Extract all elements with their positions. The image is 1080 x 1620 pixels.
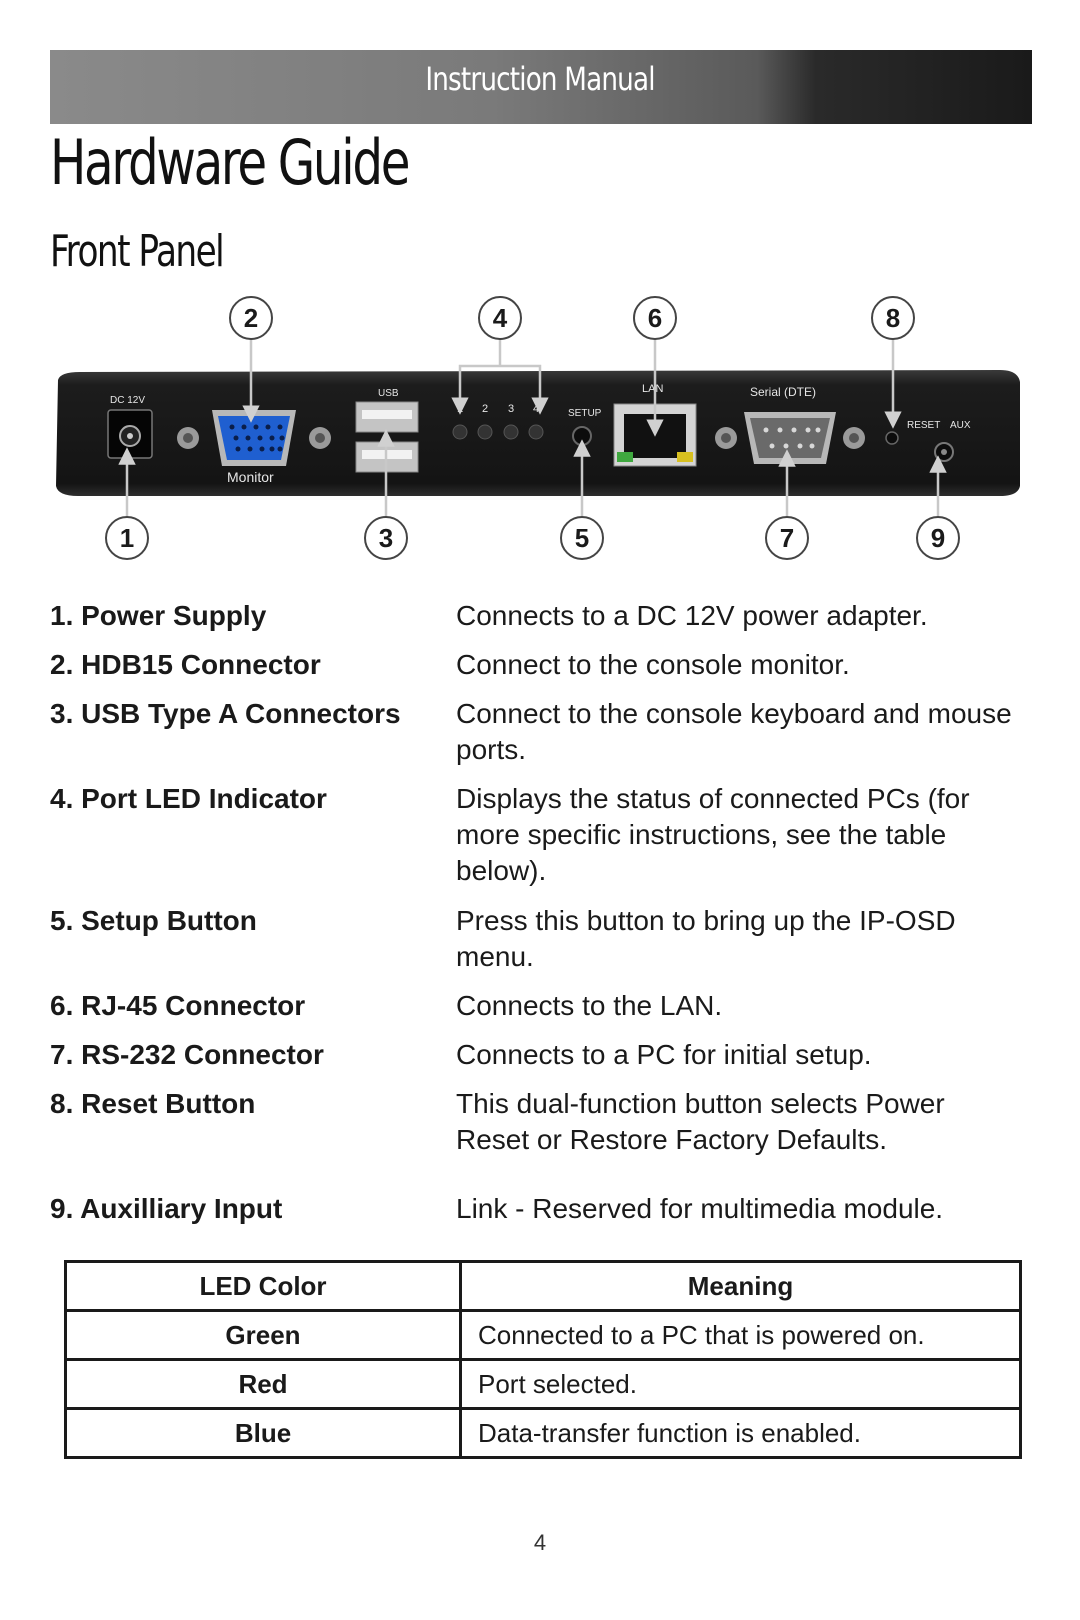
page-title: Hardware Guide — [50, 126, 409, 199]
item-label: 3. USB Type A Connectors — [50, 698, 401, 729]
svg-text:4: 4 — [492, 303, 508, 333]
item-text: Connect to the console keyboard and mouse ports. — [456, 698, 1012, 765]
item-text: This dual-function button selects Power Reset or Restore Factory Defaults. — [456, 1088, 945, 1155]
item-label: 2. HDB15 Connector — [50, 649, 321, 680]
svg-text:2: 2 — [243, 303, 259, 333]
led-color-cell: Blue — [66, 1409, 461, 1458]
section-title: Front Panel — [50, 226, 224, 277]
callout-6 — [634, 297, 676, 339]
item-text: Connects to the LAN. — [456, 990, 723, 1021]
item-label: 5. Setup Button — [50, 905, 257, 936]
led-meaning-cell: Connected to a PC that is powered on. — [461, 1311, 1021, 1360]
led-number-2: 2 — [482, 403, 489, 415]
item-label: 6. RJ-45 Connector — [50, 990, 306, 1021]
table-header-row — [66, 1262, 1021, 1311]
callout-2 — [230, 297, 272, 339]
led-number-1: 1 — [457, 403, 464, 415]
svg-text:8: 8 — [885, 303, 901, 333]
item-text: Link - Reserved for multimedia module. — [456, 1193, 944, 1224]
setup-label: SETUP — [568, 408, 602, 419]
svg-text:9: 9 — [930, 523, 946, 553]
item-text: Displays the status of connected PCs (for more specific instructions, see the table below). — [456, 783, 970, 886]
item-text: Connects to a DC 12V power adapter. — [456, 600, 928, 631]
led-number-4: 4 — [533, 403, 540, 415]
callout-7 — [766, 517, 808, 559]
table-row — [66, 1311, 1021, 1360]
table-row — [66, 1360, 1021, 1409]
led-meaning-cell: Port selected. — [461, 1360, 1021, 1409]
lan-label: LAN — [642, 383, 664, 395]
svg-text:1: 1 — [119, 523, 135, 553]
led-color-table — [64, 1260, 1022, 1459]
reset-label: RESET — [907, 420, 941, 431]
svg-text:3: 3 — [378, 523, 394, 553]
item-label: 7. RS-232 Connector — [50, 1039, 324, 1070]
led-color-cell: Red — [66, 1360, 461, 1409]
led-meaning-cell: Data-transfer function is enabled. — [461, 1409, 1021, 1458]
page-number: 4 — [533, 1530, 547, 1555]
dc-label: DC 12V — [110, 395, 146, 406]
item-label: 4. Port LED Indicator — [50, 783, 327, 814]
item-text: Connect to the console monitor. — [456, 649, 850, 680]
callout-3 — [365, 517, 407, 559]
svg-text:5: 5 — [574, 523, 590, 553]
led-color-cell: Green — [66, 1311, 461, 1360]
item-text: Connects to a PC for initial setup. — [456, 1039, 872, 1070]
callout-5 — [561, 517, 603, 559]
aux-label: AUX — [950, 420, 971, 431]
callout-1 — [106, 517, 148, 559]
monitor-label: Monitor — [227, 469, 274, 485]
callout-9 — [917, 517, 959, 559]
usb-label: USB — [378, 388, 399, 399]
banner-title: Instruction Manual — [425, 60, 655, 98]
callout-4 — [479, 297, 521, 339]
svg-text:6: 6 — [647, 303, 663, 333]
led-number-3: 3 — [508, 403, 515, 415]
item-text: Press this button to bring up the IP-OSD menu. — [456, 905, 956, 972]
header-led-color: LED Color — [66, 1262, 461, 1311]
item-label: 8. Reset Button — [50, 1088, 256, 1119]
callout-8 — [872, 297, 914, 339]
item-label: 9. Auxilliary Input — [50, 1193, 283, 1224]
front-panel-diagram — [0, 290, 1080, 580]
table-row — [66, 1409, 1021, 1458]
serial-label: Serial (DTE) — [750, 385, 817, 399]
header-meaning: Meaning — [461, 1262, 1021, 1311]
item-label: 1. Power Supply — [50, 600, 267, 631]
svg-text:7: 7 — [779, 523, 795, 553]
